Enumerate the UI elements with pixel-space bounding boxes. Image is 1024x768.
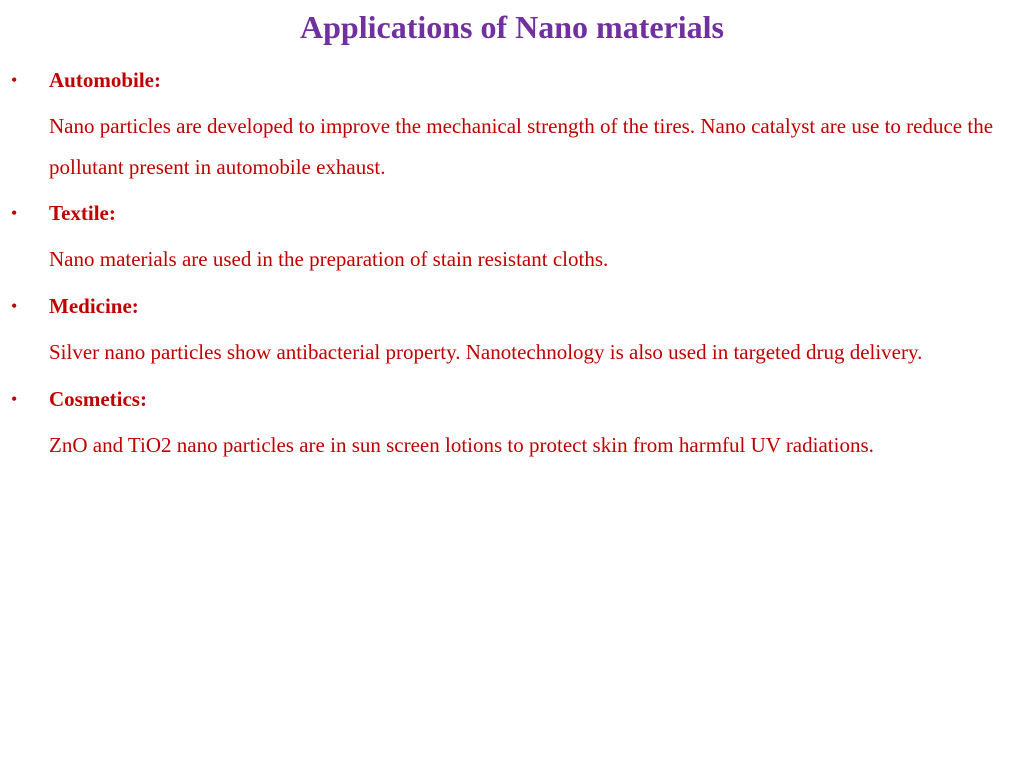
section-text-cosmetics: ZnO and TiO2 nano particles are in sun screen lotions to protect skin from harmful UV radiations.	[49, 433, 874, 457]
section-heading-textile: Textile:	[49, 201, 116, 225]
slide-title: Applications of Nano materials	[300, 9, 724, 45]
section-heading-medicine: Medicine:	[49, 294, 139, 318]
bullet: •	[11, 389, 18, 409]
bullet: •	[11, 296, 18, 316]
section-text-automobile: Nano particles are developed to improve the mechanical strength of the tires. Nano catalyst are use to reduce the pollutant present in automobile exhaust.	[49, 114, 994, 179]
section-heading-cosmetics: Cosmetics:	[49, 387, 147, 411]
section-heading-automobile: Automobile:	[49, 68, 161, 92]
section-text-textile: Nano materials are used in the preparation of stain resistant cloths.	[49, 247, 609, 271]
section-text-medicine: Silver nano particles show antibacterial property. Nanotechnology is also used in targeted drug delivery.	[49, 340, 923, 364]
bullet: •	[11, 70, 18, 90]
bullet: •	[11, 203, 18, 223]
